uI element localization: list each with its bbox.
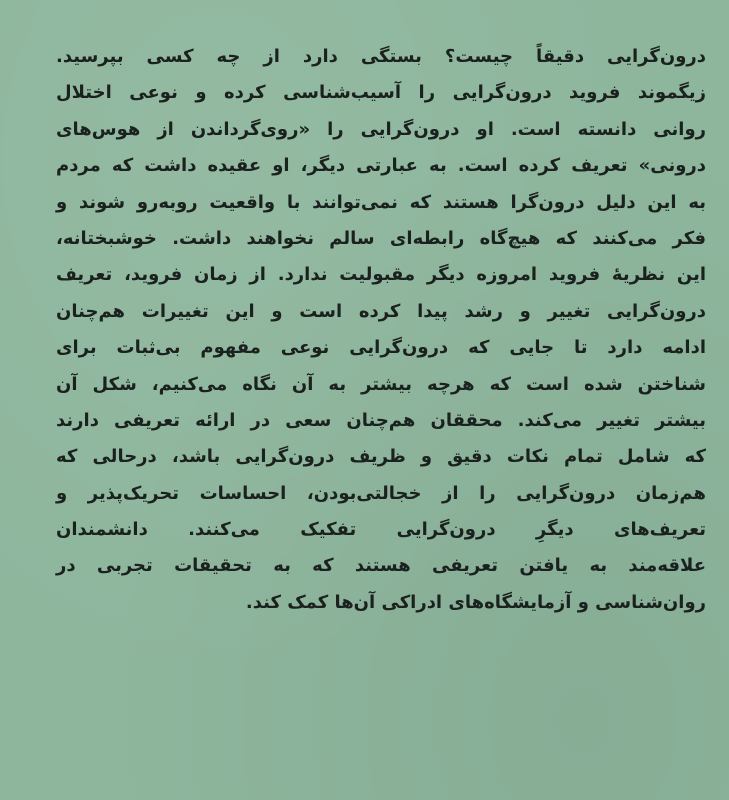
- passage: [56, 39, 706, 621]
- passage-line: فکر می‌کنند که هیچ‌گاه رابطه‌ای سالم نخواهند داشت. خوشبختانه،: [56, 227, 706, 249]
- passage-line: شناختن شده است که هرچه بیشتر به آن نگاه می‌کنیم، شکل آن: [56, 373, 706, 395]
- passage-line: به این دلیل درون‌گرا هستند که نمی‌توانند با واقعیت روبه‌رو شوند و: [56, 191, 706, 213]
- passage-line: روان‌شناسی و آزمایشگاه‌های ادراکی آن‌ها کمک کند.: [245, 591, 706, 613]
- passage-line: هم‌زمان درون‌گرایی را از خجالتی‌بودن، احساسات تحریک‌پذیر و: [56, 482, 706, 504]
- passage-line: تعریف‌های دیگرِ درون‌گرایی تفکیک می‌کنند. دانشمندان: [56, 519, 706, 541]
- passage-line: درون‌گرایی دقیقاً چیست؟ بستگی دارد از چه کسی بپرسید.: [56, 46, 706, 67]
- passage-line: بیشتر تغییر می‌کند. محققان هم‌چنان سعی در ارائه تعریفی دارند: [56, 409, 706, 431]
- passage-line: درون‌گرایی تغییر و رشد پیدا کرده است و این تغییرات هم‌چنان: [56, 300, 706, 322]
- passage-line: ادامه دارد تا جایی که درون‌گرایی نوعی مفهوم بی‌ثبات برای: [56, 337, 706, 359]
- passage-line: درونی» تعریف کرده است. به عبارتی دیگر، او عقیده داشت که مردم: [56, 155, 706, 177]
- passage-line: علاقه‌مند به یافتن تعریفی هستند که به تحقیقات تجربی در: [56, 555, 706, 577]
- passage-line: روانی دانسته است. او درون‌گرایی را «روی‌گرداندن از هوس‌های: [56, 118, 706, 140]
- passage-line: که شامل تمام نکات دقیق و ظریف درون‌گرایی باشد، درحالی که: [56, 446, 706, 468]
- passage-line: زیگموند فروید درون‌گرایی را آسیب‌شناسی کرده و نوعی اختلال: [56, 82, 706, 104]
- passage-line: این نظریهٔ فروید امروزه دیگر مقبولیت ندارد. از زمان فروید، تعریف: [56, 264, 706, 286]
